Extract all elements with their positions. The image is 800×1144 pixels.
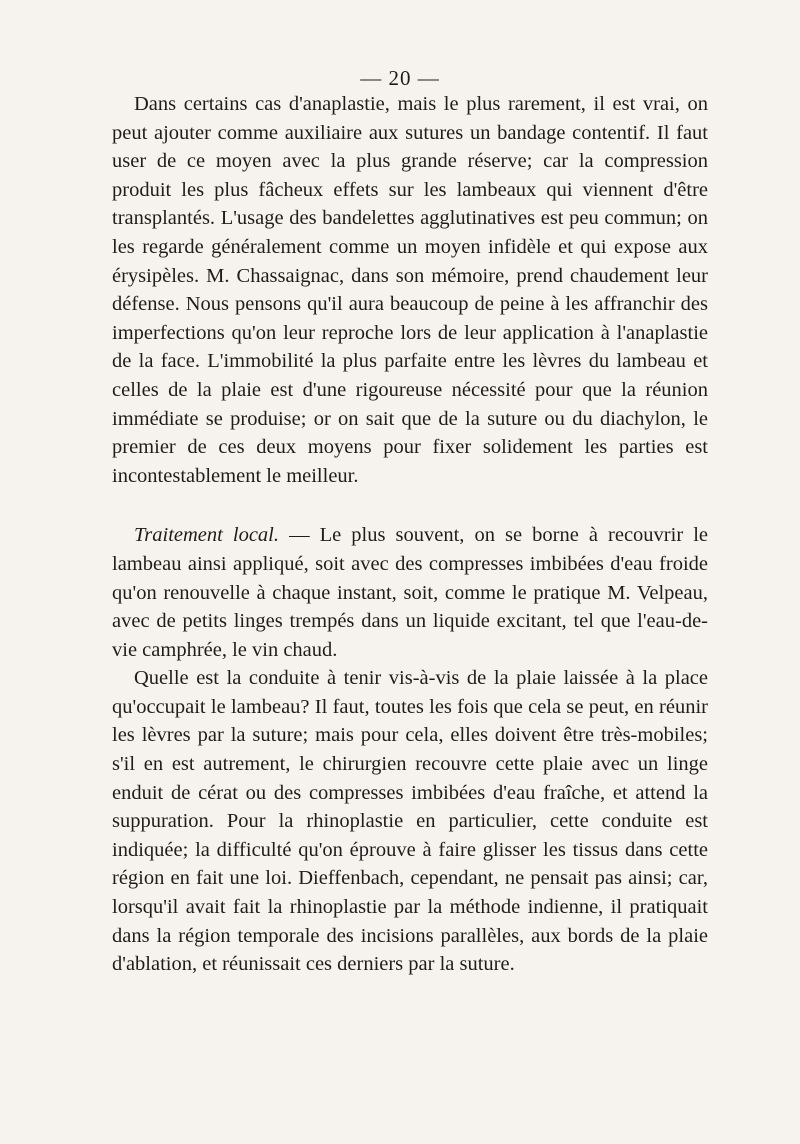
page-number: — 20 — <box>360 66 440 90</box>
paragraph-text: — Le plus souvent, on se borne à recouvrir le lambeau ainsi appliqué, soit avec des compresses imbibées d'eau froide qu'on renouvelle à chaque instant, soit, comme le pratique M. Velpeau, avec de petits linges trempés dans un liquide excitant, tel que l'eau-de-vie camphrée, le vin chaud. <box>112 524 709 661</box>
section-heading: Traitement local. <box>134 524 280 547</box>
paragraph-anaplastie <box>112 90 708 490</box>
body-text <box>112 90 708 979</box>
paragraph-text: Quelle est la conduite à tenir vis-à-vis de la plaie laissée à la place qu'occupait le lambeau? Il faut, toutes les fois que cela se peut, en réunir les lèvres par la suture; mais pour cela, elles doivent être très-mobiles; s'il en est autrement, le chirurgien recouvre cette plaie avec un linge enduit de cérat ou des compresses imbibées d'eau fraîche, et attend la suppuration. Pour la rhinoplastie en particulier, cette conduite est indiquée; la difficulté qu'on éprouve à faire glisser les tissus dans cette région en fait une loi. Dieffenbach, cependant, ne pensait pas ainsi; car, lorsqu'il avait fait la rhinoplastie par la méthode indienne, il pratiquait dans la région temporale des incisions parallèles, aux bords de la plaie d'ablation, et réunissait ces derniers par la suture. <box>112 667 708 976</box>
paragraph-traitement-local <box>112 521 708 664</box>
paragraph-conduite-plaie <box>112 664 708 979</box>
paragraph-text: Dans certains cas d'anaplastie, mais le plus rarement, il est vrai, on peut ajouter comme auxiliaire aux sutures un bandage contentif. Il faut user de ce moyen avec la plus grande réserve; car la compression produit les plus fâcheux effets sur les lambeaux qui viennent d'être transplantés. L'usage des bandelettes agglutinatives est peu commun; on les regarde généralement comme un moyen infidèle et qui expose aux érysipèles. M. Chassaignac, dans son mémoire, prend chaudement leur défense. Nous pensons qu'il aura beaucoup de peine à les affranchir des imperfections qu'on leur reproche lors de leur application à l'anaplastie de la face. L'immobilité la plus parfaite entre les lèvres du lambeau et celles de la plaie est d'une rigoureuse nécessité pour que la réunion immédiate se produise; or on sait que de la suture ou du diachylon, le premier de ces deux moyens pour fixer solidement les parties est incontestablement le meilleur. <box>112 93 708 487</box>
